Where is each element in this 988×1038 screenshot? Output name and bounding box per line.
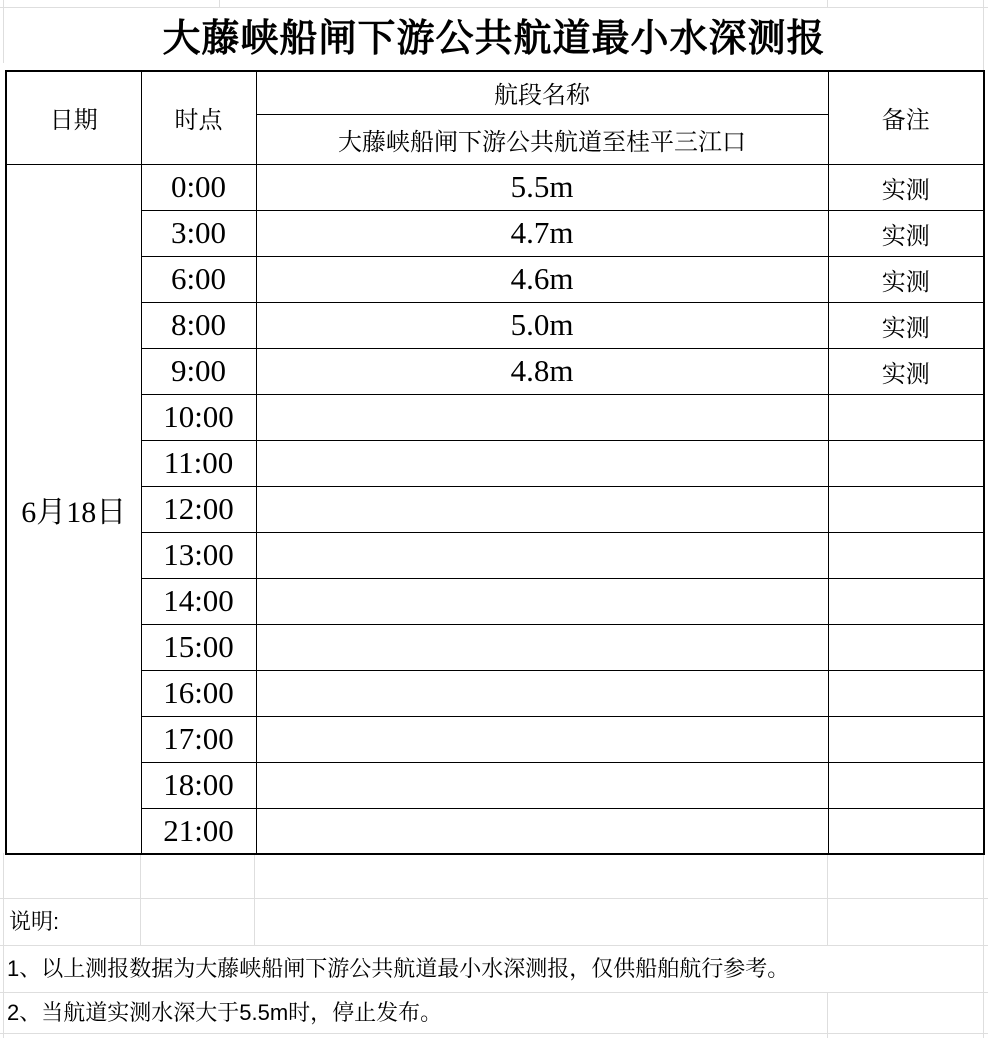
table-row: [6, 808, 984, 854]
gridline: [983, 853, 984, 1038]
time-cell: 18:00: [141, 762, 256, 808]
table-row: [6, 624, 984, 670]
depth-cell: [256, 624, 828, 670]
time-cell: 17:00: [141, 716, 256, 762]
remark-cell: [828, 486, 984, 532]
time-cell: 21:00: [141, 808, 256, 854]
time-cell: 9:00: [141, 348, 256, 394]
remark-cell: 实测: [828, 256, 984, 302]
time-cell: 6:00: [141, 256, 256, 302]
remark-cell: [828, 624, 984, 670]
remark-cell: [828, 578, 984, 624]
depth-cell: [256, 532, 828, 578]
time-cell: 13:00: [141, 532, 256, 578]
table-row: [6, 256, 984, 302]
depth-cell: [256, 716, 828, 762]
date-header: 日期: [6, 71, 141, 164]
note-item-1: 1、以上测报数据为大藤峡船闸下游公共航道最小水深测报，仅供船舶航行参考。: [7, 956, 790, 981]
depth-cell: [256, 762, 828, 808]
gridline: [827, 0, 828, 7]
depth-cell: [256, 394, 828, 440]
time-cell: 8:00: [141, 302, 256, 348]
time-cell: 0:00: [141, 164, 256, 210]
header-row-1: [6, 71, 984, 114]
depth-cell: 4.8m: [256, 348, 828, 394]
remark-cell: 实测: [828, 348, 984, 394]
table-row: [6, 164, 984, 210]
depth-cell: [256, 486, 828, 532]
remark-cell: 实测: [828, 302, 984, 348]
gridline: [3, 0, 4, 63]
remark-cell: [828, 532, 984, 578]
gridline: [983, 0, 984, 70]
time-cell: 14:00: [141, 578, 256, 624]
time-cell: 3:00: [141, 210, 256, 256]
table-body: [6, 164, 984, 854]
remark-cell: [828, 808, 984, 854]
depth-report-table: [5, 70, 985, 855]
depth-cell: 5.0m: [256, 302, 828, 348]
time-cell: 12:00: [141, 486, 256, 532]
gridline: [0, 1033, 988, 1034]
time-cell: 11:00: [141, 440, 256, 486]
table-row: [6, 302, 984, 348]
remark-cell: [828, 670, 984, 716]
depth-cell: 4.7m: [256, 210, 828, 256]
time-header: 时点: [141, 71, 256, 164]
table-row: [6, 670, 984, 716]
depth-cell: [256, 670, 828, 716]
table-row: [6, 532, 984, 578]
time-cell: 16:00: [141, 670, 256, 716]
remark-cell: [828, 716, 984, 762]
remark-cell: 实测: [828, 210, 984, 256]
remark-cell: [828, 394, 984, 440]
depth-cell: 5.5m: [256, 164, 828, 210]
depth-cell: [256, 578, 828, 624]
table-row: [6, 394, 984, 440]
segment-name-header: 大藤峡船闸下游公共航道至桂平三江口: [256, 114, 828, 164]
time-cell: 15:00: [141, 624, 256, 670]
table-row: [6, 762, 984, 808]
segment-group-header: 航段名称: [256, 71, 828, 114]
notes-label: 说明:: [9, 909, 60, 934]
remark-cell: [828, 440, 984, 486]
gridline: [219, 0, 220, 7]
page-title: 大藤峡船闸下游公共航道最小水深测报: [162, 18, 826, 60]
table-row: [6, 716, 984, 762]
remark-header: 备注: [828, 71, 984, 164]
table-row: [6, 578, 984, 624]
time-cell: 10:00: [141, 394, 256, 440]
remark-cell: [828, 762, 984, 808]
table-row: [6, 440, 984, 486]
depth-cell: 4.6m: [256, 256, 828, 302]
remark-cell: 实测: [828, 164, 984, 210]
table-row: [6, 348, 984, 394]
table-row: [6, 486, 984, 532]
table-row: [6, 210, 984, 256]
depth-cell: [256, 808, 828, 854]
gridline: [3, 853, 4, 1038]
date-cell: 6月18日: [6, 164, 141, 854]
note-item-2: 2、当航道实测水深大于5.5m时，停止发布。: [7, 1000, 443, 1025]
depth-cell: [256, 440, 828, 486]
